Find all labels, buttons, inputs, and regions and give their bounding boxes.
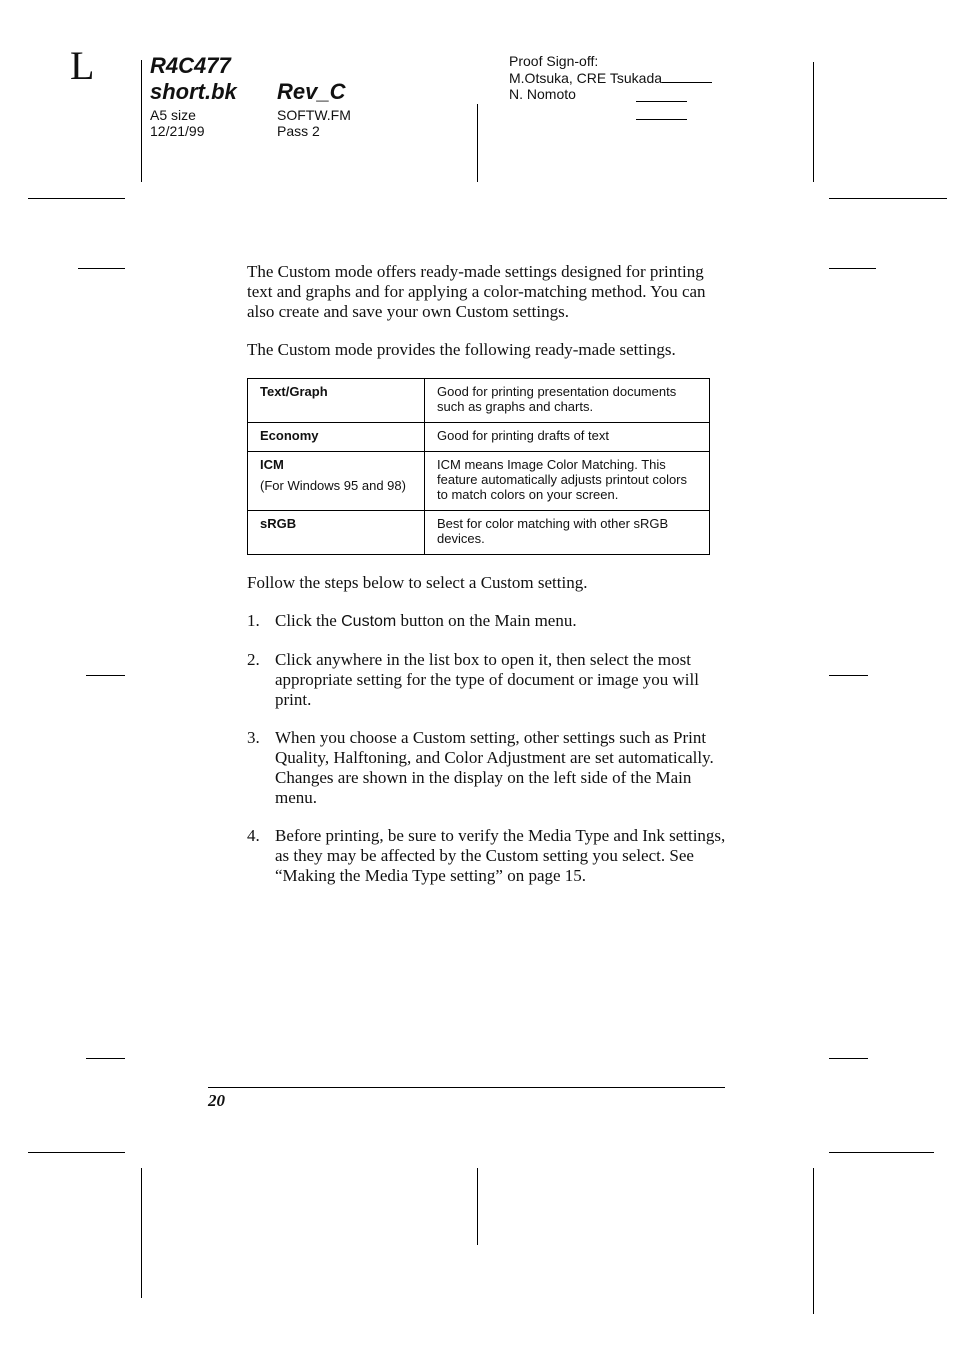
proof-signoff-title: Proof Sign-off: xyxy=(509,53,599,69)
step-text: Click the xyxy=(275,611,342,630)
setting-name: sRGB xyxy=(248,511,425,555)
intro-paragraph: The Custom mode offers ready-made settings designed for printing text and graphs and for applying a color-matching method. You can also create and save your own Custom settings. xyxy=(247,262,706,321)
table-lead-in: The Custom mode provides the following ready-made settings. xyxy=(247,340,676,359)
page-content xyxy=(247,262,727,904)
list-item xyxy=(247,611,727,632)
crop-mark xyxy=(141,1168,142,1298)
crop-mark xyxy=(829,198,947,199)
crop-mark xyxy=(829,1152,934,1153)
footer-rule xyxy=(208,1087,725,1088)
setting-description: Good for printing drafts of text xyxy=(425,423,710,452)
step-number: 1. xyxy=(247,611,260,630)
custom-button-reference: Custom xyxy=(341,613,397,630)
crop-mark xyxy=(141,60,142,182)
crop-mark xyxy=(477,104,478,182)
step-number: 2. xyxy=(247,650,260,669)
crop-mark xyxy=(829,1058,868,1059)
setting-description: Best for color matching with other sRGB devices. xyxy=(425,511,710,555)
crop-mark xyxy=(86,675,125,676)
setting-note: (For Windows 95 and 98) xyxy=(260,478,406,493)
setting-name-cell xyxy=(248,452,425,511)
crop-mark xyxy=(78,268,125,269)
signature-line xyxy=(636,101,687,102)
proof-signer-nomoto: N. Nomoto xyxy=(509,86,576,102)
step-text: Click anywhere in the list box to open it, then select the most appropriate setting for the type of document or image you will print. xyxy=(275,650,699,709)
table-row xyxy=(248,423,710,452)
list-item xyxy=(247,826,727,886)
setting-name: ICM xyxy=(260,457,284,472)
signature-line xyxy=(636,119,687,120)
table-row xyxy=(248,452,710,511)
crop-mark xyxy=(28,1152,125,1153)
crop-mark xyxy=(813,1168,814,1314)
product-code: R4C477 xyxy=(150,53,231,78)
revision-label: Rev_C xyxy=(277,79,346,104)
crop-mark xyxy=(829,675,868,676)
step-number: 4. xyxy=(247,826,260,845)
setting-name: Text/Graph xyxy=(248,379,425,423)
fm-file-name: SOFTW.FM xyxy=(277,107,351,123)
steps-intro: Follow the steps below to select a Custom setting. xyxy=(247,573,588,592)
step-number: 3. xyxy=(247,728,260,747)
setting-description: Good for printing presentation documents such as graphs and charts. xyxy=(425,379,710,423)
list-item xyxy=(247,650,727,710)
proof-signers: M.Otsuka, CRE Tsukada xyxy=(509,70,663,86)
pass-label: Pass 2 xyxy=(277,123,320,139)
book-file-name: short.bk xyxy=(150,79,237,104)
step-text: button on the Main menu. xyxy=(396,611,577,630)
custom-settings-table xyxy=(247,378,710,555)
crop-mark xyxy=(813,62,814,182)
crop-mark xyxy=(28,198,125,199)
list-item xyxy=(247,728,727,808)
paper-size: A5 size xyxy=(150,107,196,123)
page-side-mark: L xyxy=(70,43,95,88)
signature-line xyxy=(662,70,712,83)
table-row xyxy=(248,511,710,555)
setting-description: ICM means Image Color Matching. This feature automatically adjusts printout colors to match colors on your screen. xyxy=(425,452,710,511)
crop-mark xyxy=(86,1058,125,1059)
table-row xyxy=(248,379,710,423)
step-text: Before printing, be sure to verify the Media Type and Ink settings, as they may be affected by the Custom setting you select. See “Making the Media Type setting” on page 15. xyxy=(275,826,726,885)
header-date: 12/21/99 xyxy=(150,123,205,139)
step-text: When you choose a Custom setting, other settings such as Print Quality, Halftoning, and Color Adjustment are set automatically. Changes are shown in the display on the left side of the Main menu. xyxy=(275,728,714,807)
crop-mark xyxy=(477,1168,478,1245)
proof-signoff-line xyxy=(509,70,712,87)
steps-list xyxy=(247,611,727,886)
page-number: 20 xyxy=(208,1091,225,1110)
crop-mark xyxy=(829,268,876,269)
setting-name: Economy xyxy=(248,423,425,452)
